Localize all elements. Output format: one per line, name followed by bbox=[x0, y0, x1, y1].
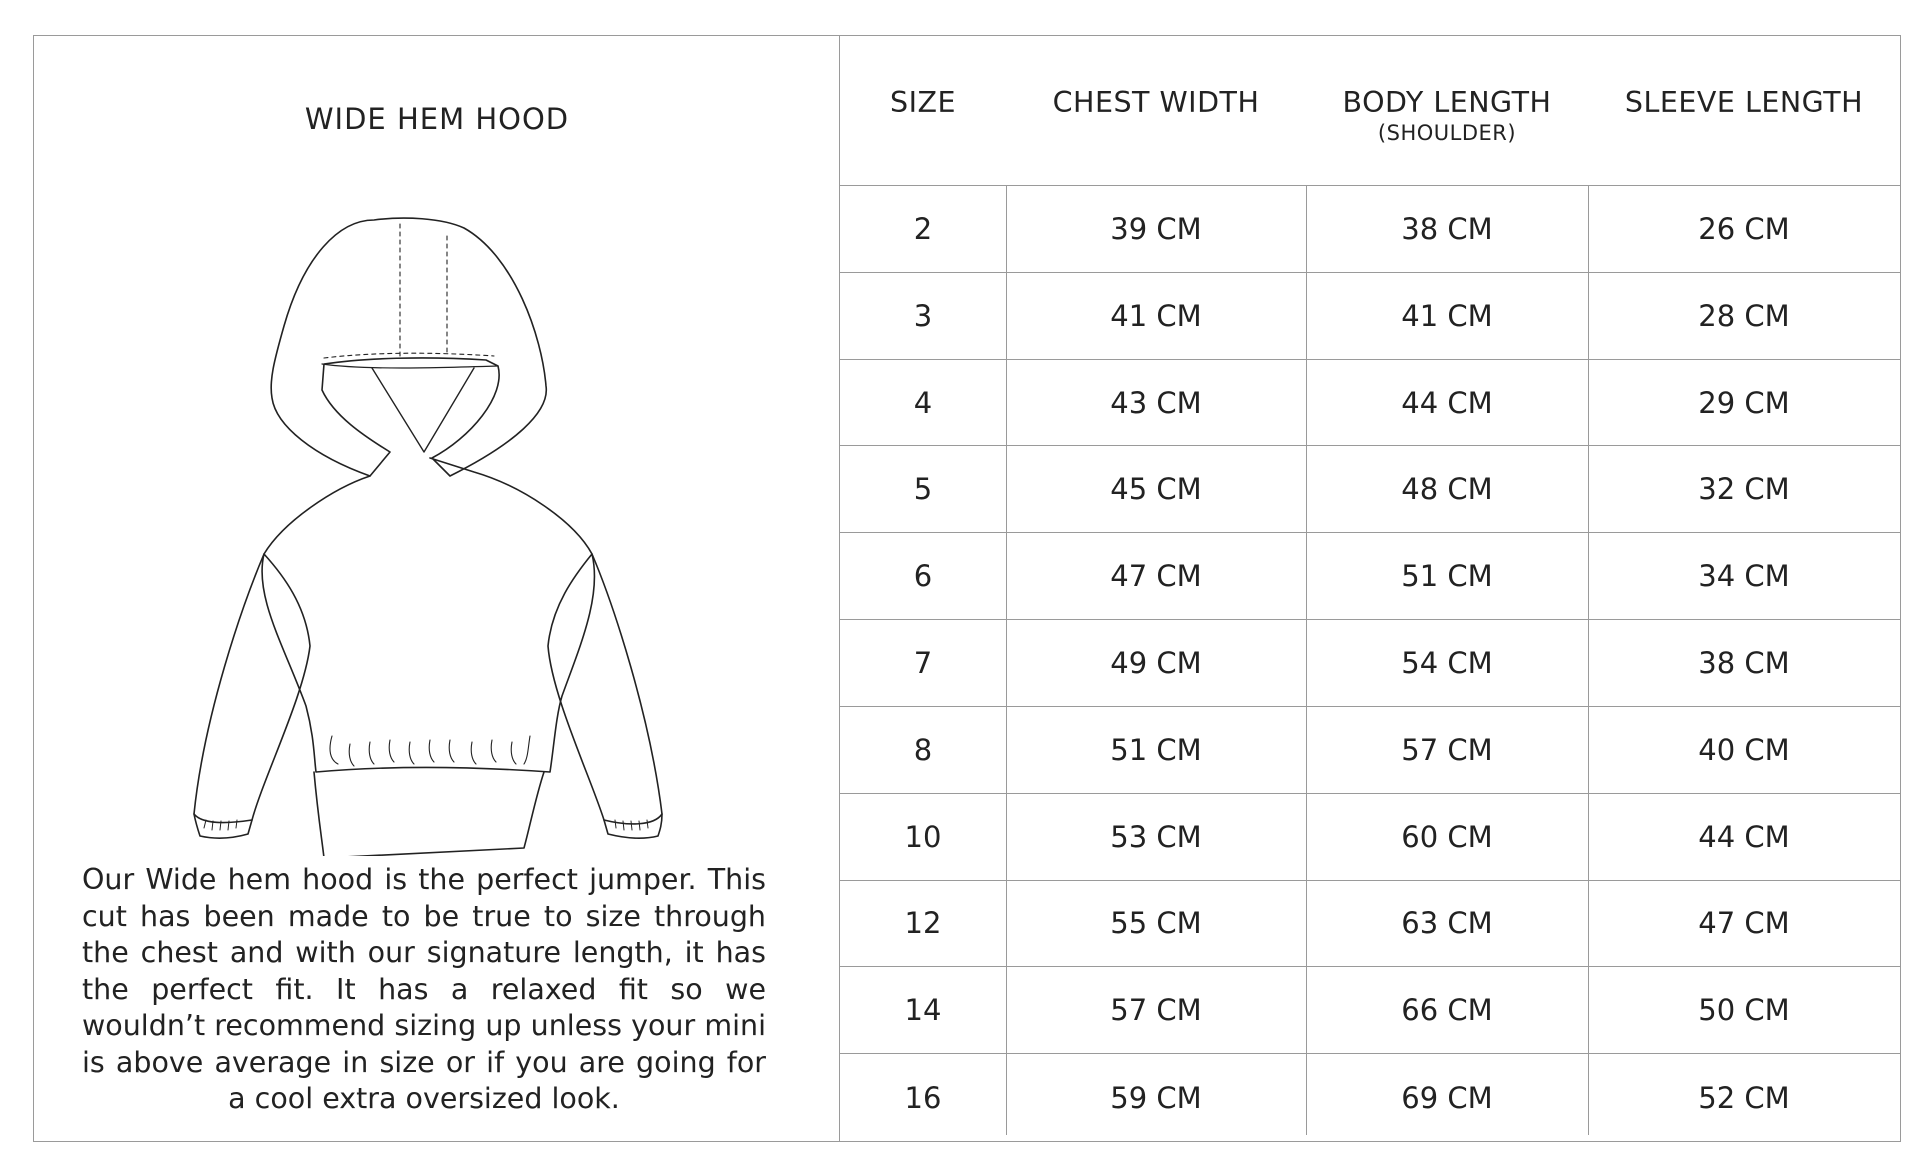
cell-sleeve-length: 34 CM bbox=[1698, 559, 1790, 594]
table-row bbox=[840, 360, 1900, 447]
cell-body-length: 44 CM bbox=[1401, 385, 1493, 420]
table-row bbox=[840, 273, 1900, 360]
table-row bbox=[840, 1054, 1900, 1141]
table-row bbox=[840, 707, 1900, 794]
cell-body-length: 63 CM bbox=[1401, 906, 1493, 941]
cell-size: 8 bbox=[913, 732, 933, 767]
cell-size: 6 bbox=[913, 559, 933, 594]
cell-size: 7 bbox=[913, 645, 933, 680]
column-divider bbox=[1006, 186, 1007, 1135]
table-row bbox=[840, 533, 1900, 620]
size-guide-frame bbox=[33, 35, 1901, 1142]
header-body-length bbox=[1306, 86, 1588, 145]
cell-size: 10 bbox=[904, 819, 942, 854]
table-row bbox=[840, 967, 1900, 1054]
cell-chest-width: 49 CM bbox=[1110, 645, 1202, 680]
header-sleeve-length: SLEEVE LENGTH bbox=[1624, 86, 1864, 119]
cell-chest-width: 43 CM bbox=[1110, 385, 1202, 420]
cell-sleeve-length: 40 CM bbox=[1698, 732, 1790, 767]
cell-sleeve-length: 38 CM bbox=[1698, 645, 1790, 680]
table-row bbox=[840, 186, 1900, 273]
hoodie-illustration bbox=[134, 176, 734, 856]
right-cuff bbox=[604, 814, 662, 838]
product-panel bbox=[34, 36, 840, 1141]
table-row bbox=[840, 881, 1900, 968]
column-divider bbox=[1306, 186, 1307, 1135]
cell-chest-width: 57 CM bbox=[1110, 993, 1202, 1028]
cell-chest-width: 45 CM bbox=[1110, 472, 1202, 507]
cell-body-length: 60 CM bbox=[1401, 819, 1493, 854]
product-title: WIDE HEM HOOD bbox=[304, 102, 570, 136]
left-sleeve bbox=[194, 554, 310, 822]
header-size: SIZE bbox=[889, 86, 957, 119]
cell-sleeve-length: 52 CM bbox=[1698, 1080, 1790, 1115]
hood-inner-line bbox=[322, 364, 498, 368]
cell-sleeve-length: 32 CM bbox=[1698, 472, 1790, 507]
cell-body-length: 54 CM bbox=[1401, 645, 1493, 680]
cell-sleeve-length: 29 CM bbox=[1698, 385, 1790, 420]
gathers bbox=[330, 736, 530, 766]
size-table bbox=[840, 36, 1900, 1141]
waistband bbox=[314, 772, 544, 856]
column-divider bbox=[1588, 186, 1589, 1135]
cell-size: 16 bbox=[904, 1080, 942, 1115]
table-header bbox=[840, 36, 1900, 186]
header-body-length-label: BODY LENGTH bbox=[1342, 86, 1552, 119]
cell-chest-width: 59 CM bbox=[1110, 1080, 1202, 1115]
cell-sleeve-length: 47 CM bbox=[1698, 906, 1790, 941]
table-body bbox=[840, 186, 1900, 1141]
cell-body-length: 57 CM bbox=[1401, 732, 1493, 767]
cell-body-length: 69 CM bbox=[1401, 1080, 1493, 1115]
cell-size: 2 bbox=[913, 211, 933, 246]
cell-size: 12 bbox=[904, 906, 942, 941]
cell-chest-width: 41 CM bbox=[1110, 298, 1202, 333]
cell-chest-width: 55 CM bbox=[1110, 906, 1202, 941]
header-body-length-sub: (SHOULDER) bbox=[1377, 121, 1517, 145]
product-description: Our Wide hem hood is the perfect jumper. This cut has been made to be true to size through the chest and with our signature length, it has the perfect fit. It has a relaxed fit so we wouldn’t recommend sizing up unless your mini is above average in size or if you are going for a cool extra oversized look. bbox=[82, 863, 766, 1115]
cell-sleeve-length: 28 CM bbox=[1698, 298, 1790, 333]
cell-body-length: 48 CM bbox=[1401, 472, 1493, 507]
cell-body-length: 51 CM bbox=[1401, 559, 1493, 594]
cell-body-length: 41 CM bbox=[1401, 298, 1493, 333]
table-row bbox=[840, 620, 1900, 707]
cell-chest-width: 51 CM bbox=[1110, 732, 1202, 767]
body-outline bbox=[262, 458, 594, 772]
table-row bbox=[840, 794, 1900, 881]
cell-size: 14 bbox=[904, 993, 942, 1028]
header-chest-width: CHEST WIDTH bbox=[1052, 86, 1260, 119]
cell-body-length: 66 CM bbox=[1401, 993, 1493, 1028]
cell-chest-width: 39 CM bbox=[1110, 211, 1202, 246]
table-row bbox=[840, 446, 1900, 533]
cell-chest-width: 53 CM bbox=[1110, 819, 1202, 854]
cell-body-length: 38 CM bbox=[1401, 211, 1493, 246]
cell-sleeve-length: 44 CM bbox=[1698, 819, 1790, 854]
cell-sleeve-length: 50 CM bbox=[1698, 993, 1790, 1028]
cell-sleeve-length: 26 CM bbox=[1698, 211, 1790, 246]
cell-size: 5 bbox=[913, 472, 933, 507]
left-cuff bbox=[194, 814, 252, 838]
cell-size: 4 bbox=[913, 385, 933, 420]
hood-outline bbox=[271, 218, 546, 476]
cell-size: 3 bbox=[913, 298, 933, 333]
cell-chest-width: 47 CM bbox=[1110, 559, 1202, 594]
